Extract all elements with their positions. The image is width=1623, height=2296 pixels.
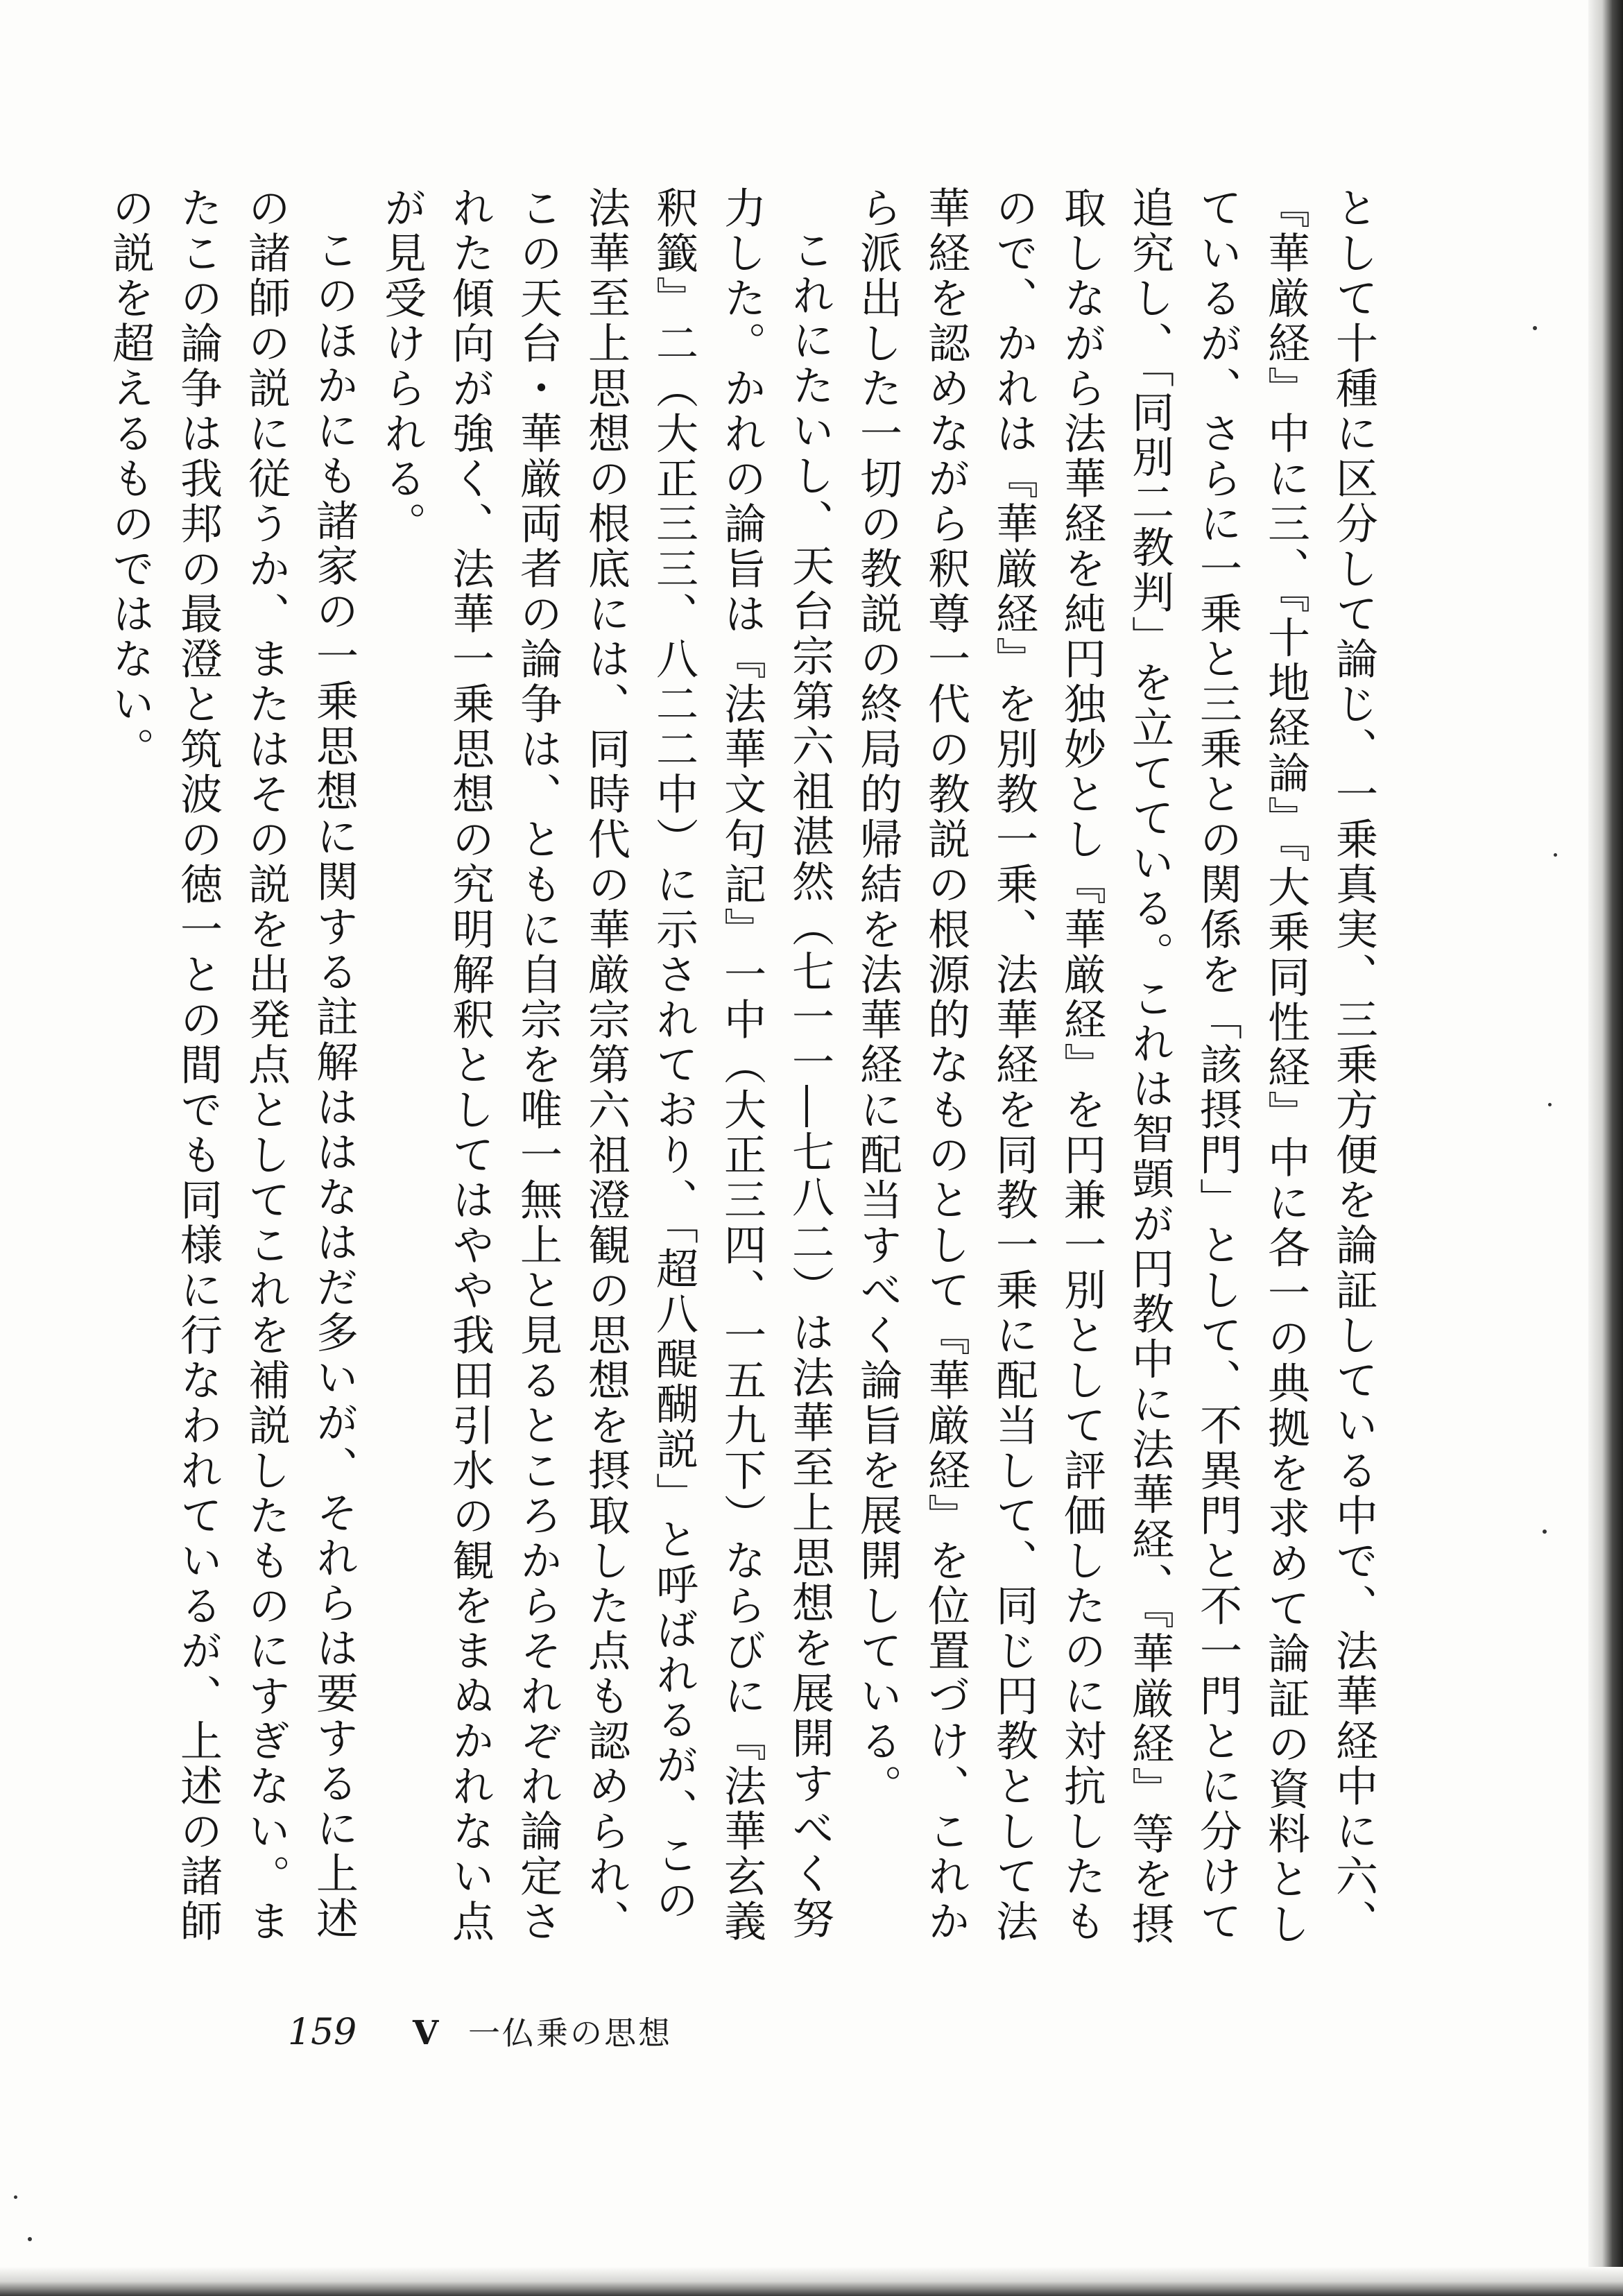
- page-number: 159: [288, 2012, 357, 2053]
- dust-speck: [1554, 853, 1557, 857]
- dust-speck: [1548, 1103, 1552, 1106]
- dust-speck: [1543, 1530, 1547, 1534]
- scan-shadow-right-edge: [1588, 0, 1623, 2296]
- paragraph-other-commentaries: このほかにも諸家の一乗思想に関する註解ははなはだ多いが、それらは要するに上述の諸師の説に従うか、またはその説を出発点としてこれを補説したものにすぎない。またこの論争は我邦の最澄と筑波の徳一との間でも同様に行なわれているが、上述の諸師の説を超えるものではない。: [105, 186, 359, 1944]
- section-numeral: V: [413, 2014, 439, 2053]
- dust-speck: [14, 2195, 17, 2199]
- dust-speck: [1533, 326, 1537, 330]
- vertical-body-text: [105, 186, 1387, 1948]
- paragraph-kegon-doctrine: として十種に区分して論じ、一乗真実、三乗方便を論証している中で、法華経中に六、『華厳経』中に三、『十地経論』『大乗同性経』中に各一の典拠を求めて論証の資料としているが、さらに一乗と三乗との関係を「該摂門」として、不異門と不一門とに分けて追究し、「同別二教判」を立てている。これは智顗が円教中に法華経、『華厳経』等を摂取しながら法華経を純円独妙とし『華厳経』を円兼一別として評価したのに対抗したもので、かれは『華厳経』を別教一乗、法華経を同教一乗に配当して、同じ円教として法華経を認めながら釈尊一代の教説の根源的なものとして『華厳経』を位置づけ、これから派出した一切の教説の終局的帰結を法華経に配当すべく論旨を展開している。: [853, 186, 1378, 1947]
- paragraph-tannen-tendai: これにたいし、天台宗第六祖湛然（七一一―七八二）は法華至上思想を展開すべく努力した。かれの論旨は『法華文句記』一中（大正三四、一五九下）ならびに『法華玄義釈籤』二（大正三三、八二二中）に示されており、「超八醍醐説」と呼ばれるが、この法華至上思想の根底には、同時代の華厳宗第六祖澄観の思想を摂取した点も認められ、この天台・華厳両者の論争は、ともに自宗を唯一無上と見るところからそれぞれ論定された傾向が強く、法華一乗思想の究明解釈としてはやや我田引水の観をまぬかれない点が見受けられる。: [377, 186, 834, 1944]
- dust-speck: [28, 2237, 32, 2241]
- section-title: 一仏乗の思想: [468, 2014, 672, 2052]
- scan-shadow-bottom-edge: [0, 2267, 1623, 2296]
- running-footer: [288, 2008, 672, 2064]
